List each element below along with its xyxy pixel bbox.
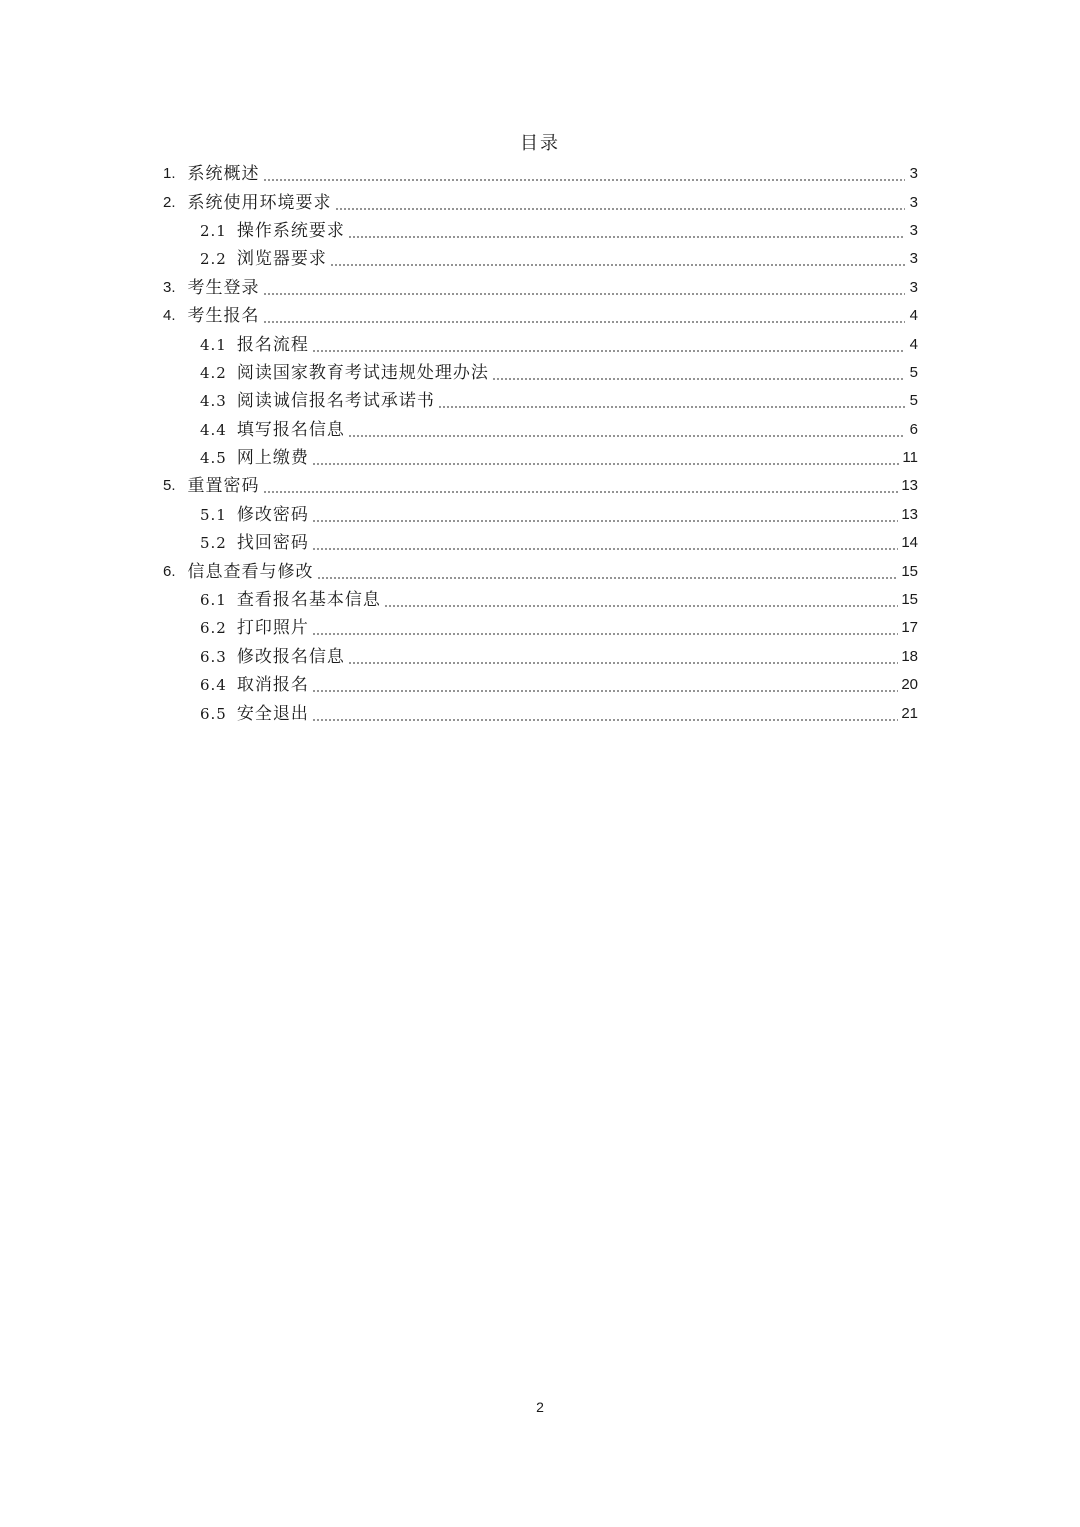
toc-entry-title: 阅读国家教育考试违规处理办法: [236, 362, 489, 383]
toc-entry-number: 3.: [163, 278, 176, 296]
toc-entry-title: 考生登录: [187, 277, 260, 298]
toc-dot-leader: [312, 504, 898, 526]
toc-entry-page: 20: [901, 676, 918, 694]
toc-entry-page: 13: [901, 477, 918, 495]
toc-entry-title: 浏览器要求: [236, 249, 327, 270]
toc-entry-title: 打印照片: [236, 618, 309, 639]
toc-entry[interactable]: [163, 330, 918, 358]
toc-dot-leader: [348, 220, 905, 242]
toc-entry-page: 5: [909, 363, 918, 381]
page-number: 2: [536, 1399, 544, 1415]
toc-entry-page: 3: [909, 221, 918, 239]
toc-dot-leader: [263, 277, 905, 299]
toc-entry[interactable]: [163, 586, 918, 614]
toc-entry[interactable]: [163, 444, 918, 472]
toc-entry[interactable]: [163, 671, 918, 699]
toc-dot-leader: [348, 646, 898, 668]
toc-entry-number: 6.1: [200, 591, 227, 610]
toc-entry-number: 4.4: [200, 420, 227, 439]
toc-entry-number: 6.: [163, 562, 176, 580]
toc-entry-number: 5.1: [200, 505, 227, 524]
toc-entry-title: 修改密码: [236, 504, 309, 525]
toc-entry-number: 6.5: [200, 704, 227, 723]
toc-entry[interactable]: [163, 387, 918, 415]
toc-entry-page: 15: [901, 562, 918, 580]
toc-entry-page: 17: [901, 619, 918, 637]
toc-entry-page: 18: [901, 647, 918, 665]
toc-entry-page: 14: [901, 534, 918, 552]
table-of-contents: [163, 160, 918, 728]
toc-dot-leader: [384, 589, 898, 611]
toc-dot-leader: [438, 390, 905, 412]
toc-entry-title: 填写报名信息: [236, 419, 345, 440]
toc-entry-title: 考生报名: [187, 306, 260, 327]
toc-entry[interactable]: [163, 302, 918, 330]
toc-entry-number: 4.5: [200, 449, 227, 468]
toc-entry[interactable]: [163, 359, 918, 387]
toc-entry-number: 1.: [163, 165, 176, 183]
toc-entry-page: 13: [901, 505, 918, 523]
toc-entry-title: 系统概述: [187, 164, 260, 185]
toc-entry-page: 6: [909, 420, 918, 438]
toc-entry-number: 4.1: [200, 335, 227, 354]
toc-entry-title: 找回密码: [236, 533, 309, 554]
toc-entry-title: 阅读诚信报名考试承诺书: [236, 391, 435, 412]
toc-entry-title: 重置密码: [187, 476, 260, 497]
toc-dot-leader: [312, 334, 905, 356]
toc-entry-title: 取消报名: [236, 675, 309, 696]
toc-dot-leader: [312, 703, 898, 725]
toc-entry[interactable]: [163, 557, 918, 585]
toc-entry-number: 6.4: [200, 676, 227, 695]
toc-entry[interactable]: [163, 274, 918, 302]
toc-entry-number: 2.: [163, 193, 176, 211]
toc-entry-number: 6.3: [200, 647, 227, 666]
toc-entry[interactable]: [163, 643, 918, 671]
toc-entry[interactable]: [163, 472, 918, 500]
toc-title: 目录: [520, 133, 560, 154]
toc-entry-page: 4: [909, 307, 918, 325]
toc-entry-number: 2.1: [200, 221, 227, 240]
toc-entry-page: 3: [909, 278, 918, 296]
toc-entry[interactable]: [163, 245, 918, 273]
toc-entry-page: 5: [909, 392, 918, 410]
toc-entry[interactable]: [163, 501, 918, 529]
toc-entry-number: 5.: [163, 477, 176, 495]
toc-dot-leader: [312, 447, 900, 469]
toc-entry[interactable]: [163, 699, 918, 727]
toc-dot-leader: [263, 475, 899, 497]
toc-entry[interactable]: [163, 217, 918, 245]
toc-entry-title: 操作系统要求: [236, 220, 345, 241]
toc-entry[interactable]: [163, 188, 918, 216]
toc-dot-leader: [263, 163, 905, 185]
toc-entry[interactable]: [163, 614, 918, 642]
toc-dot-leader: [330, 248, 905, 270]
toc-entry-page: 3: [909, 193, 918, 211]
toc-dot-leader: [263, 305, 905, 327]
toc-entry-title: 报名流程: [236, 334, 309, 355]
toc-entry-page: 11: [902, 449, 918, 467]
toc-entry-title: 查看报名基本信息: [236, 590, 381, 611]
toc-entry-title: 修改报名信息: [236, 646, 345, 667]
toc-dot-leader: [335, 192, 905, 214]
toc-entry[interactable]: [163, 416, 918, 444]
toc-entry-page: 4: [909, 335, 918, 353]
toc-entry-title: 网上缴费: [236, 448, 309, 469]
toc-entry-title: 信息查看与修改: [187, 561, 314, 582]
toc-entry-page: 3: [909, 250, 918, 268]
toc-dot-leader: [312, 532, 898, 554]
toc-entry-number: 4.2: [200, 363, 227, 382]
toc-entry-page: 3: [909, 165, 918, 183]
toc-entry-page: 15: [901, 591, 918, 609]
toc-dot-leader: [492, 362, 905, 384]
toc-dot-leader: [312, 617, 898, 639]
toc-entry[interactable]: [163, 529, 918, 557]
toc-dot-leader: [348, 419, 905, 441]
toc-entry-page: 21: [901, 704, 918, 722]
toc-entry-number: 5.2: [200, 534, 227, 553]
toc-entry-number: 6.2: [200, 619, 227, 638]
toc-dot-leader: [317, 561, 899, 583]
toc-entry-title: 安全退出: [236, 703, 309, 724]
toc-entry[interactable]: [163, 160, 918, 188]
toc-dot-leader: [312, 674, 898, 696]
toc-entry-number: 2.2: [200, 250, 227, 269]
toc-entry-number: 4.3: [200, 392, 227, 411]
toc-entry-number: 4.: [163, 307, 176, 325]
toc-entry-title: 系统使用环境要求: [187, 192, 332, 213]
